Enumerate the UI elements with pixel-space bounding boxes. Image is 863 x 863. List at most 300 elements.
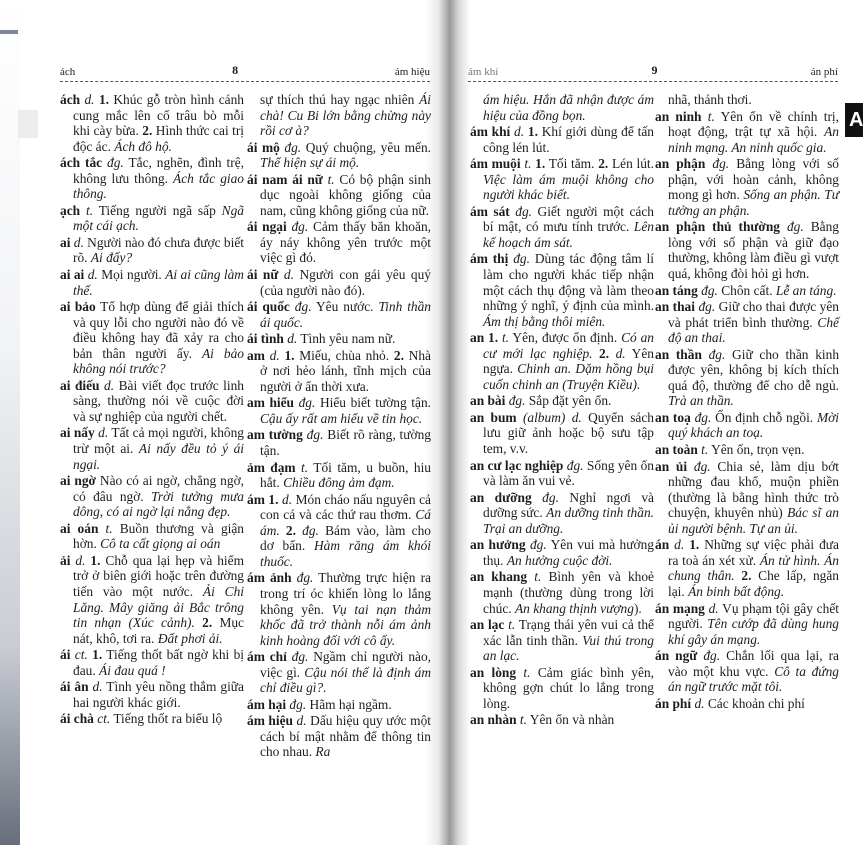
definition-text: Hiểu biết tường tận. (315, 395, 432, 411)
italic-text: Ái đau quá ! (99, 662, 166, 678)
headword: an táng (655, 282, 702, 298)
definition-text: Mọi người. (97, 267, 166, 283)
headword: ám thị (470, 251, 514, 267)
headword: ái nam ái nữ (247, 171, 328, 187)
italic-text: đg. (529, 537, 547, 553)
italic-text: Có an cư mới lạc nghiệp. (483, 330, 654, 361)
sense-number: 2. (142, 123, 153, 139)
italic-text: Vui thú trong an lạc. (483, 632, 654, 664)
page-number: 8 (232, 63, 239, 77)
headword: an toàn (655, 442, 702, 458)
definition-text: Sắp đặt yên ổn. (525, 393, 612, 409)
headword: ái ngại (247, 219, 292, 235)
definition-text: Tối tăm, u buồn, hiu hắt. (260, 459, 431, 491)
italic-text: Ách đô hộ. (114, 138, 172, 154)
italic-text: đg. (712, 156, 730, 172)
scan-smudge (18, 110, 38, 138)
italic-text: Tên cướp đã dùng hung khí gây án mạng. (668, 616, 839, 647)
italic-text: t. (327, 171, 335, 187)
definition-text: Buồn thương và giận hờn. (73, 520, 245, 552)
headword: an thần (655, 346, 709, 362)
dictionary-entry (655, 537, 839, 599)
headword: án (655, 537, 675, 553)
italic-text: đg. (694, 409, 712, 425)
headword: an lạc (470, 617, 509, 633)
dictionary-entry (655, 410, 839, 441)
page-bottom (0, 845, 863, 863)
dictionary-entry (60, 92, 244, 154)
definition-text: sự thích thú hay ngạc nhiên (260, 92, 420, 107)
sense-number: 1. (268, 491, 279, 507)
dictionary-entry (247, 172, 431, 219)
italic-text: Sống an phận. Tư tưởng an phận. (668, 187, 839, 218)
dictionary-entry (247, 713, 431, 760)
italic-text: t. (534, 569, 542, 585)
italic-text: Tinh thần ái quốc. (260, 299, 431, 330)
definition-text: Khí giới dùng để tấn công lén lút. (483, 124, 654, 155)
definition-text: Người con gái yêu quý (của người nào đó). (260, 267, 431, 298)
headword: ám ảnh (247, 570, 297, 586)
italic-text: An dưỡng tinh thần. Trại an dưỡng. (483, 505, 654, 536)
dictionary-entry (247, 570, 431, 648)
definition-text: Dùng tác động tâm lí làm cho người khác tiếp nhận một cách thụ động và làm theo những ý nghĩ, ý định của mình. (483, 251, 654, 314)
italic-text: d. (694, 695, 705, 711)
headword: ai oán (60, 520, 106, 536)
italic-text: đg. (698, 299, 716, 315)
headword: ạch (60, 202, 86, 218)
italic-text: đg. (289, 696, 307, 712)
italic-text: Cậu nói thế là định ám chỉ điều gì?. (260, 664, 432, 696)
italic-text: (album) d. (522, 409, 582, 425)
definition-text: Ngầm chỉ người nào, việc gì. (260, 649, 432, 680)
definition-text: Dấu hiệu quy ước một cách bí mật nhằm để thông tin cho nhau. (260, 713, 431, 760)
definition-text: ). (633, 600, 642, 616)
definition-text: Yên ngựa. (483, 345, 654, 377)
italic-text: Lên kế hoạch ám sát. (483, 219, 654, 250)
headword: an lòng (470, 664, 524, 680)
guide-word-left: ách (60, 66, 76, 78)
sense-number: 1. (92, 647, 103, 663)
dictionary-entry (655, 156, 839, 218)
definition-text: Tối tăm. (545, 156, 599, 172)
headword: ám (247, 491, 269, 507)
dictionary-column (60, 92, 244, 728)
dictionary-entry (470, 410, 654, 457)
italic-text: Việc làm ám muội không cho người khác biết. (483, 171, 654, 203)
italic-text: Chinh an. Dặm hồng bụi cuốn chinh an (Truyện Kiều). (483, 361, 655, 392)
definition-text: Quyển sách lưu giữ ảnh hoặc bộ sưu tập tem, v.v. (483, 409, 654, 457)
headword: ai bảo (60, 299, 101, 315)
dictionary-entry (470, 569, 654, 616)
dictionary-entry (655, 601, 839, 648)
headword: an nhàn (470, 712, 520, 728)
headword: ám khí (470, 124, 515, 140)
sense-number: 1. (98, 92, 109, 107)
dictionary-entry (60, 378, 244, 425)
headword: ách tắc (60, 155, 108, 171)
dictionary-column (655, 92, 839, 712)
italic-text: t. (301, 459, 309, 475)
definition-text: Ổn định chỗ ngồi. (711, 409, 817, 425)
italic-text: An ninh mạng. An ninh quốc gia. (668, 124, 839, 155)
dictionary-entry (470, 330, 654, 392)
headword: an toạ (655, 409, 695, 425)
italic-text: đg. (508, 393, 526, 409)
definition-text: Nhà ở nơi hẻo lánh, tĩnh mịch của người ở ẩn thời xưa. (260, 347, 431, 394)
italic-text: t. (105, 520, 113, 536)
sense-number: 2. (285, 522, 296, 538)
dictionary-entry (60, 521, 244, 552)
definition-text: Cảm thấy băn khoăn, áy náy không yên trước một việc gì đó. (260, 219, 431, 266)
headword: an bum (470, 409, 523, 425)
definition-text: Giết người một cách bí mật, có mưu tính trước. (483, 203, 654, 235)
headword: am tường (247, 427, 307, 443)
dictionary-entry (655, 459, 839, 537)
headword: ảm đạm (247, 459, 302, 475)
dictionary-column (470, 92, 654, 729)
scan-edge-mark (0, 30, 18, 34)
definition-text: Yên ổn, trọn vẹn. (708, 442, 805, 458)
sense-number: 2. (202, 615, 213, 631)
headword: án mạng (655, 600, 709, 616)
headword: ai (60, 234, 74, 250)
italic-text: Cô ta đứng án ngữ trước mặt tôi. (668, 663, 839, 695)
dictionary-entry (470, 124, 654, 155)
definition-text: Lén lút. (608, 156, 654, 172)
dictionary-entry (247, 299, 431, 330)
definition-text: Trạng thái yên vui cả thể xác lẫn tinh thần. (483, 617, 654, 648)
headword: an ủi (655, 458, 694, 474)
italic-text: ct. (97, 711, 111, 727)
headword: ai nấy (60, 425, 99, 441)
dictionary-entry (470, 393, 654, 409)
definition-text: Yên, được ổn định. (509, 330, 622, 346)
italic-text: Chế độ an thai. (668, 314, 839, 346)
italic-text: t. (85, 202, 94, 218)
definition-text: Quý chuộng, yêu mến. (301, 139, 431, 155)
definition-text: Tổ hợp dùng để giải thích và quy lỗi cho người nào đó về điều không hay đã xảy ra cho bản thân người ấy. (73, 299, 245, 361)
dictionary-entry (655, 648, 839, 695)
definition-text: Yên vui mà hưởng thụ. (483, 537, 654, 568)
definition-text: Hình thức cai trị độc ác. (73, 123, 245, 154)
headword: ái (60, 647, 75, 663)
italic-text: Trà an thần. (668, 393, 734, 409)
italic-text: Bác sĩ an ủi người bệnh. Tự an ủi. (668, 505, 839, 536)
definition-text: Chia sẻ, làm dịu bớt những đau khổ, muộn phiền (thường là bằng hình thức trò chuyện, khuyên nhủ) (668, 458, 839, 521)
entry-continuation (655, 92, 839, 108)
italic-text: Mời quý khách an toạ. (668, 409, 839, 441)
italic-text: đg. (701, 282, 718, 298)
dictionary-entry (60, 553, 244, 646)
definition-text: Mục nát, khô, tơi ra. (73, 615, 244, 646)
italic-text: d. (282, 491, 293, 507)
definition-text: Bài viết đọc trước linh sàng, thường nói về cuộc đời và sự nghiệp của người chết. (73, 377, 244, 424)
dictionary-entry (247, 492, 431, 570)
definition-text: Yên ổn và nhàn (526, 712, 615, 728)
headword: ái chà (60, 711, 98, 727)
italic-text: Hàm răng ám khói thuốc. (260, 538, 432, 569)
headword: ái ân (60, 679, 93, 695)
italic-text: ám hiệu. Hắn đã nhận được ám hiệu của đồng bọn. (483, 92, 654, 123)
italic-text: Cậu ấy rất am hiểu về tin học. (260, 410, 423, 426)
definition-text: Yên ổn về chính trị, hoạt động, trật tự xã hội. (668, 108, 840, 140)
definition-text: Chôn cất. (717, 282, 776, 298)
definition-text: Hãm hại ngầm. (306, 696, 392, 712)
dictionary-entry (60, 267, 244, 298)
sense-number: 1. (90, 552, 101, 568)
definition-text: Bằng lòng với số phận và giữ đạo thường, không làm điều gì vượt quá, không đòi hỏi gì hơn. (668, 219, 839, 282)
headword: an ninh (655, 108, 708, 124)
dictionary-entry (470, 617, 654, 664)
italic-text: đg. (708, 346, 726, 362)
dictionary-entry (470, 712, 654, 728)
definition-text: Tiếng thốt ra biểu lộ (110, 711, 223, 727)
italic-text: đg. (566, 457, 584, 473)
dictionary-entry (655, 347, 839, 409)
sense-number: 1. (488, 330, 499, 346)
dictionary-entry (655, 696, 839, 712)
dictionary-entry (247, 348, 431, 395)
italic-text: Lễ an táng. (775, 282, 837, 298)
definition-text: Bám vào, làm cho dơ bẩn. (260, 522, 431, 554)
sense-number: 2. (741, 568, 752, 584)
definition-text: Sống yên ổn và làm ăn vui vẻ. (483, 457, 654, 489)
italic-text: Ái chà! Cu Bi lớn bằng chừng này rồi cơ à? (260, 92, 431, 139)
definition-text: Các khoản chi phí (704, 695, 805, 711)
headword: ám sát (470, 203, 516, 219)
left-page-header (60, 58, 430, 82)
italic-text: t. (501, 330, 510, 346)
dictionary-entry (60, 425, 244, 472)
definition-text: Vụ phạm tội gây chết người. (668, 600, 839, 632)
letter-thumb-tab: A (845, 103, 863, 137)
italic-text: Ra (315, 744, 331, 760)
dictionary-entry (60, 647, 244, 678)
sense-number: 1. (527, 124, 538, 140)
definition-text: Bình yên và khoẻ mạnh (thường dùng trong lời chúc. (483, 569, 655, 616)
italic-text: t. (508, 617, 516, 633)
italic-text: đg. (296, 570, 314, 586)
definition-text: Món cháo nấu nguyên cả con cá và các thứ rau thơm. (260, 491, 431, 523)
definition-text: Khúc gỗ tròn hình cánh cung mắc lên cổ trâu bò mỗi khi cày bừa. (73, 92, 244, 139)
dictionary-entry (655, 109, 839, 156)
headword: ái nữ (247, 267, 284, 283)
sense-number: 1. (689, 537, 700, 553)
italic-text: d. (73, 234, 84, 250)
guide-word-right: án phí (810, 66, 838, 78)
italic-text: Án tử hình. Án chung thân. (668, 552, 839, 584)
dictionary-entry (470, 251, 654, 329)
scan-left-edge (0, 0, 20, 863)
definition-text: Chỗ qua lại hẹp và hiểm trở ở biên giới hoặc trên đường tiến vào một nước. (73, 552, 245, 599)
dictionary-entry (60, 235, 244, 266)
italic-text: d. (283, 267, 294, 283)
definition-text: Nào có ai ngờ, chẳng ngờ, có đâu ngờ. (73, 473, 244, 504)
headword: ải (60, 552, 76, 568)
italic-text: Ách tắc giao thông. (73, 170, 245, 202)
dictionary-entry (60, 711, 244, 727)
headword: an hưởng (470, 537, 530, 553)
dictionary-entry (655, 442, 839, 458)
headword: ai điếu (60, 377, 105, 393)
italic-text: đg. (291, 649, 309, 665)
italic-text: d. (84, 92, 95, 107)
italic-text: đg. (107, 155, 124, 171)
dictionary-entry (470, 537, 654, 568)
dictionary-entry (470, 665, 654, 712)
headword: án phí (655, 695, 695, 711)
definition-text: Tình yêu nam nữ. (297, 331, 396, 347)
headword: ám hiệu (247, 713, 297, 729)
definition-text: Che lấp, ngăn lại. (668, 568, 839, 599)
headword: am hiểu (247, 395, 299, 411)
definition-text: Nghỉ ngơi và dưỡng sức. (483, 489, 654, 521)
definition-text: nhã, thảnh thơi. (668, 92, 752, 107)
definition-text: Cảm giác bình yên, không gợn chút lo lắng trong lòng. (483, 664, 654, 711)
headword: an dưỡng (470, 489, 543, 505)
headword: án ngữ (655, 648, 704, 664)
guide-word-right: ám hiệu (394, 66, 430, 78)
definition-text: Biết rõ ràng, tường tận. (260, 427, 431, 459)
italic-text: đg. (294, 299, 312, 315)
italic-text: đg. (703, 648, 721, 664)
guide-word-left: ám khí (468, 66, 499, 78)
dictionary-entry (470, 156, 654, 203)
italic-text: đg. (515, 203, 533, 219)
italic-text: đg. (542, 489, 559, 505)
dictionary-entry (247, 140, 431, 171)
book-gutter (425, 0, 470, 863)
italic-text: Án binh bất động. (688, 583, 785, 599)
page-number: 9 (651, 63, 658, 77)
italic-text: An hưởng cuộc đời. (506, 552, 613, 568)
italic-text: Trời tưởng mưa dông, có ai ngờ lại nắng đẹp. (73, 488, 244, 520)
headword: ái mộ (247, 139, 285, 155)
headword: ai ngờ (60, 473, 100, 489)
sense-number: 2. (599, 345, 610, 361)
entry-continuation (470, 92, 654, 123)
italic-text: d. (92, 679, 103, 695)
headword: an phận (655, 156, 713, 172)
definition-text: Giữ cho thần kinh được yên, không bị kích thích quá độ, thường để cho dễ ngủ. (668, 346, 840, 393)
italic-text: đg. (513, 251, 530, 267)
italic-text: đg. (284, 139, 302, 155)
italic-text: d. (708, 600, 719, 616)
dictionary-entry (655, 299, 839, 346)
headword: an phận thủ thường (655, 219, 787, 235)
italic-text: Ám thị bằng thôi miên. (483, 313, 606, 329)
italic-text: Ai ai cũng làm thế. (73, 267, 244, 298)
definition-text: Thường trực hiện ra trong trí óc khiến lòng lo lắng không yên. (260, 570, 431, 617)
dictionary-entry (247, 331, 431, 347)
dictionary-entry (247, 219, 431, 266)
italic-text: đg. (306, 427, 324, 443)
headword: an khang (470, 569, 535, 585)
dictionary-entry (60, 299, 244, 377)
definition-text: Tắc, nghẽn, đình trệ, không lưu thông. (73, 155, 244, 186)
dictionary-entry (247, 460, 431, 491)
headword: ai ai (60, 267, 88, 283)
italic-text: Ai nấy đều tỏ ý ái ngại. (73, 441, 244, 472)
italic-text: d. (287, 331, 298, 347)
dictionary-entry (247, 267, 431, 298)
dictionary-entry (247, 395, 431, 426)
headword: ám chỉ (247, 649, 292, 665)
entry-continuation (247, 92, 431, 139)
italic-text: d. (296, 713, 307, 729)
italic-text: Vụ tai nạn thảm khốc đã trở thành nỗi ám ảnh kinh hoàng đối với cô ấy. (260, 601, 432, 648)
sense-number: 1. (535, 156, 546, 172)
italic-text: Ai bảo không nói trước? (73, 345, 244, 377)
dictionary-entry (247, 649, 431, 696)
definition-text: Bằng lòng với số phận, với hoàn cảnh, không mong gì hơn. (668, 156, 839, 203)
definition-text: Yêu nước. (311, 299, 379, 315)
headword: an thai (655, 299, 699, 315)
definition-text: Có bộ phận sinh dục ngoài không giống của nam, cũng không giống của nữ. (260, 171, 431, 218)
dictionary-entry (60, 155, 244, 202)
headword: an bài (470, 393, 509, 409)
dictionary-entry (60, 473, 244, 520)
dictionary-entry (60, 203, 244, 234)
italic-text: t. (519, 712, 527, 728)
dictionary-column (247, 92, 431, 761)
dictionary-entry (60, 679, 244, 710)
italic-text: Ai đấy? (90, 250, 133, 266)
italic-text: đg. (291, 219, 309, 235)
italic-text: t. (707, 108, 715, 124)
dictionary-entry (247, 697, 431, 713)
headword: ái tình (247, 331, 288, 347)
headword: am (247, 347, 270, 363)
italic-text: Ngã một cái ạch. (73, 202, 244, 234)
italic-text: đg. (302, 522, 319, 538)
italic-text: Đất phơi ải. (157, 630, 223, 646)
dictionary-entry (247, 427, 431, 458)
italic-text: d. (104, 377, 115, 393)
italic-text: An khang thịnh vượng (514, 600, 634, 616)
definition-text: Tình yêu nồng thắm giữa hai người khác giới. (73, 679, 244, 710)
definition-text: Giữ cho thai được yên và phát triển bình thường. (668, 299, 839, 330)
dictionary-entry (470, 458, 654, 489)
italic-text: đg. (298, 395, 316, 411)
definition-text: Tiếng thốt bất ngờ khi bị đau. (73, 647, 244, 678)
headword: ách (60, 92, 85, 107)
definition-text: Tất cả mọi người, không trừ một ai. (73, 425, 244, 457)
headword: ám muội (470, 156, 525, 172)
italic-text: d. (269, 347, 280, 363)
italic-text: Cá ám. (260, 507, 431, 538)
dictionary-entry (655, 283, 839, 299)
italic-text: đg. (786, 219, 804, 235)
italic-text: Ải Chi Lăng. Mây giăng ải Bắc trông tin nhạn (Xúc cảnh). (73, 583, 244, 631)
dictionary-entry (470, 204, 654, 251)
italic-text: đg. (693, 458, 711, 474)
sense-number: 2. (598, 156, 609, 172)
italic-text: t. (524, 156, 532, 172)
dictionary-entry (655, 219, 839, 281)
definition-text: Chắn lối qua lại, ra vào một khu vực. (668, 648, 839, 679)
italic-text: d. (615, 345, 626, 361)
definition-text: Người nào đó chưa được biết rõ. (73, 234, 245, 266)
sense-number: 2. (393, 347, 404, 363)
dictionary-entry (470, 490, 654, 537)
italic-text: d. (75, 552, 86, 568)
italic-text: ct. (74, 647, 88, 663)
headword: an (470, 330, 489, 346)
definition-text: Tiếng người ngã sấp (93, 202, 222, 218)
italic-text: d. (514, 124, 525, 140)
italic-text: Cô ta cất giọng ai oán (100, 536, 221, 552)
